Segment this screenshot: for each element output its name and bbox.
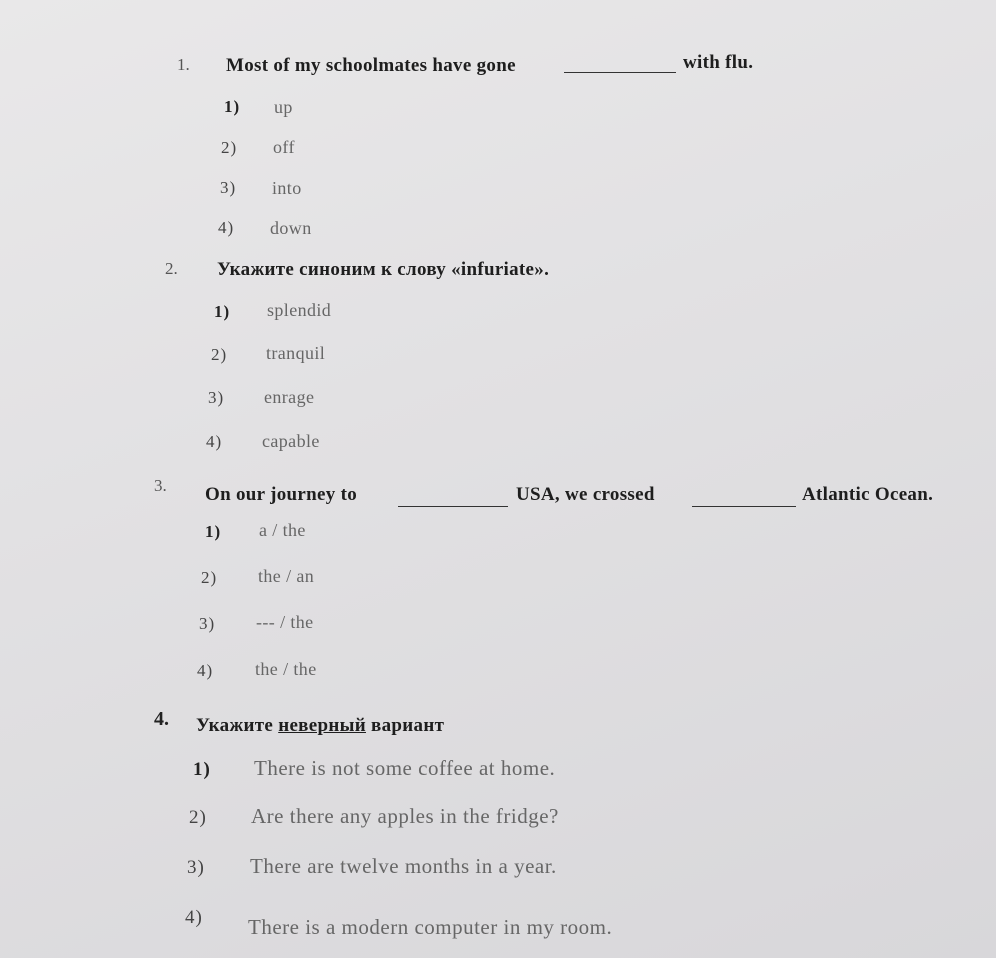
question-text: Укажите синоним к слову «infuriate».	[217, 259, 550, 280]
question-text-after: вариант	[371, 715, 445, 736]
option-text: up	[274, 97, 293, 117]
question-text-part1: On our journey to	[205, 484, 358, 505]
option-number: 1)	[205, 522, 222, 541]
option-number: 3)	[199, 614, 216, 633]
option-text: There are twelve months in a year.	[250, 854, 557, 878]
option-text: splendid	[267, 300, 332, 320]
option-text: a / the	[259, 520, 306, 540]
option-number: 2)	[201, 568, 218, 587]
option-number: 2)	[211, 345, 228, 364]
question-text-before: Укажите	[196, 715, 274, 736]
question-text-underlined: неверный	[278, 715, 366, 736]
question-text-part3: Atlantic Ocean.	[802, 484, 934, 505]
option-text: the / the	[255, 659, 317, 679]
option-number: 3)	[220, 178, 237, 197]
option-number: 4)	[206, 432, 223, 451]
option-number: 3)	[187, 857, 205, 878]
option-text: down	[270, 218, 312, 238]
question-number: 4.	[154, 708, 169, 730]
option-text: the / an	[258, 566, 315, 586]
answer-blank-1	[398, 492, 508, 507]
option-text: into	[272, 178, 302, 198]
question-text-part2: USA, we crossed	[516, 484, 655, 505]
option-number: 2)	[189, 807, 207, 828]
question-text-before: Most of my schoolmates have gone	[226, 55, 516, 76]
option-number: 1)	[193, 759, 211, 780]
question-text-after: with flu.	[683, 52, 754, 73]
question-number: 2.	[165, 259, 178, 278]
option-number: 2)	[221, 138, 238, 157]
option-text: capable	[262, 431, 320, 451]
option-text: tranquil	[266, 343, 326, 363]
option-number: 1)	[214, 302, 231, 321]
answer-blank-2	[692, 492, 796, 507]
option-text: --- / the	[256, 612, 314, 632]
option-text: off	[273, 137, 295, 157]
question-number: 3.	[154, 476, 167, 495]
option-number: 4)	[185, 907, 203, 928]
option-text: Are there any apples in the fridge?	[251, 804, 559, 828]
question-number: 1.	[177, 55, 190, 74]
option-text: There is not some coffee at home.	[254, 756, 556, 780]
option-number: 4)	[197, 661, 214, 680]
answer-blank	[564, 58, 676, 73]
question-text-prompt	[196, 715, 444, 737]
option-number: 3)	[208, 388, 225, 407]
option-number: 4)	[218, 218, 235, 237]
option-number: 1)	[224, 97, 241, 116]
option-text: enrage	[264, 387, 315, 407]
option-text: There is a modern computer in my room.	[248, 915, 613, 939]
